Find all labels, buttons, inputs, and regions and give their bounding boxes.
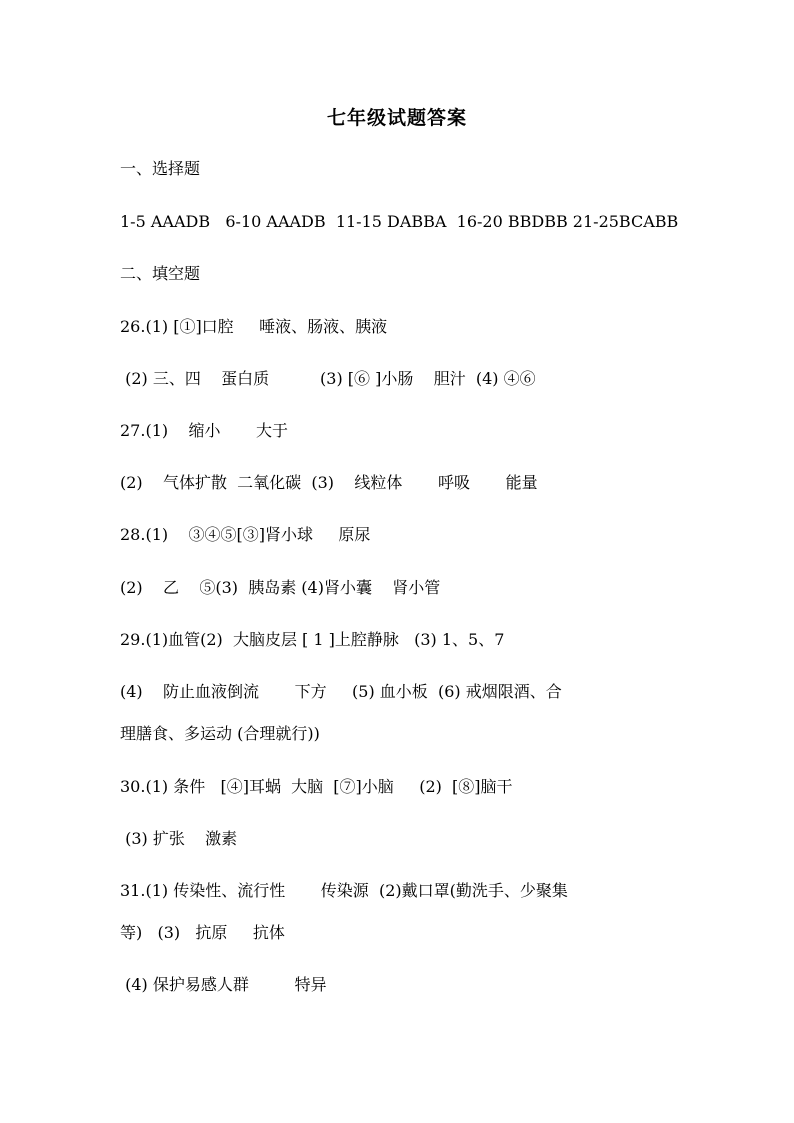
answer-line-31-a: 31.(1) 传染性、流行性 传染源 (2)戴口罩(勤洗手、少聚集: [120, 881, 568, 900]
answer-line-31-b: 等) (3) 抗原 抗体: [120, 923, 285, 942]
answer-line-27-a: 27.(1) 缩小 大于: [120, 421, 289, 440]
page-title: 七年级试题答案: [326, 107, 467, 129]
answer-line-29-c: 理膳食、多运动 (合理就行)): [120, 724, 320, 743]
section-heading-fill: 二、填空题: [120, 264, 201, 283]
answer-line-26-b: (2) 三、四 蛋白质 (3) [⑥ ]小肠 胆汁 (4) ④⑥: [120, 369, 536, 388]
answer-line-27-b: (2) 气体扩散 二氧化碳 (3) 线粒体 呼吸 能量: [120, 473, 538, 492]
answer-line-30-b: (3) 扩张 激素: [120, 829, 238, 848]
answer-line-30-a: 30.(1) 条件 [④]耳蜗 大脑 [⑦]小脑 (2) [⑧]脑干: [120, 777, 513, 796]
answer-line-28-b: (2) 乙 ⑤(3) 胰岛素 (4)肾小囊 肾小管: [120, 578, 441, 597]
answer-line-29-b: (4) 防止血液倒流 下方 (5) 血小板 (6) 戒烟限酒、合: [120, 682, 562, 701]
answer-line-28-a: 28.(1) ③④⑤[③]肾小球 原尿: [120, 525, 371, 544]
answer-line-31-c: (4) 保护易感人群 特异: [120, 975, 327, 994]
answer-line-choice: 1-5 AAADB 6-10 AAADB 11-15 DABBA 16-20 BBDBB 21-25BCABB: [120, 212, 679, 231]
answer-line-29-a: 29.(1)血管(2) 大脑皮层 [ 1 ]上腔静脉 (3) 1、5、7: [120, 630, 505, 649]
section-heading-choice: 一、选择题: [120, 159, 201, 178]
answer-line-26-a: 26.(1) [①]口腔 唾液、肠液、胰液: [120, 317, 388, 336]
